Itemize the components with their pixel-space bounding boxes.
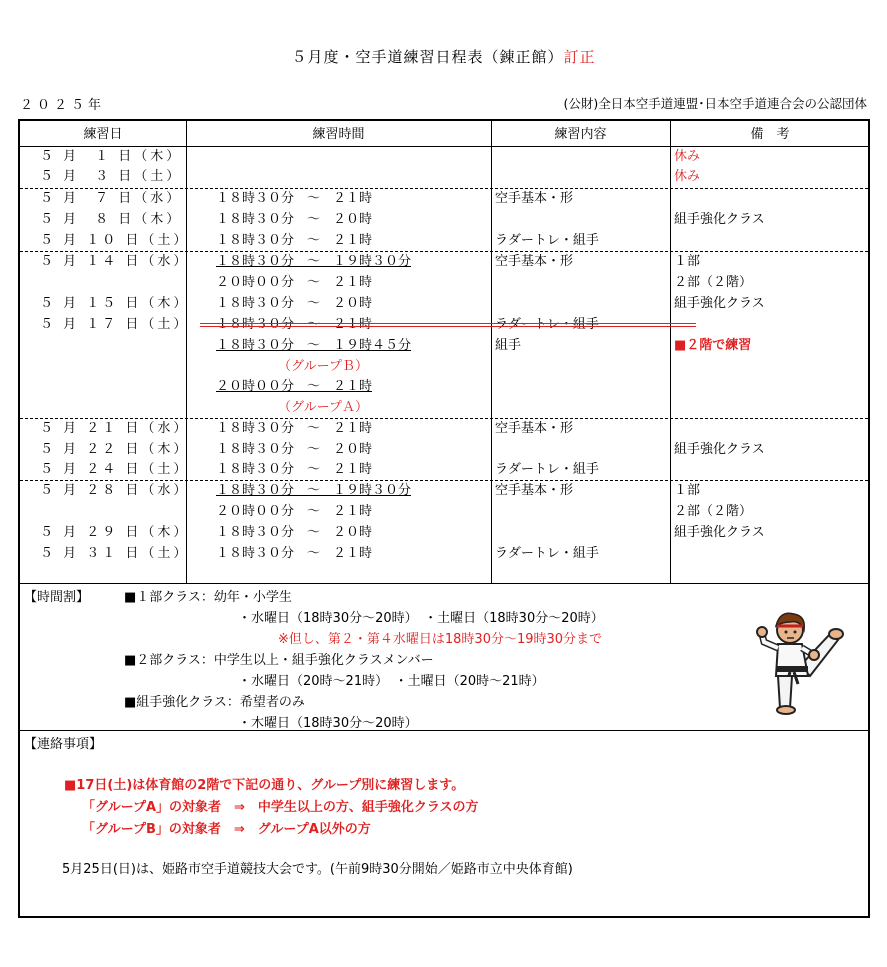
row-note: １部: [674, 254, 701, 269]
row-note: 組手強化クラス: [674, 525, 765, 540]
row-time: １８時３０分 ～ ２０時: [216, 212, 373, 227]
row-content: ラダートレ・組手: [495, 233, 599, 248]
row-time: ２０時００分 ～ ２１時: [216, 379, 373, 394]
title-text: ５月度・空手道練習日程表（錬正館）: [291, 48, 564, 66]
schedule-line: ・木曜日（18時30分～20時）: [238, 716, 418, 731]
row-time: １８時３０分 ～ １９時４５分: [216, 338, 412, 353]
row-content: ラダートレ・組手: [495, 462, 599, 477]
row-date: ５ 月 ２２ 日（木）: [40, 442, 190, 457]
schedule-line: ※但し、第２・第４水曜日は18時30分～19時30分まで: [278, 632, 603, 647]
schedule-line: ・水曜日（18時30分～20時） ・土曜日（18時30分～20時）: [238, 611, 604, 626]
row-time: １８時３０分 ～ ２１時: [216, 233, 373, 248]
row-note: 休み: [674, 149, 701, 164]
row-time: １８時３０分 ～ １９時３０分: [216, 254, 412, 269]
row-time: １８時３０分 ～ ２１時: [216, 462, 373, 477]
row-date: ５ 月 ２８ 日（水）: [40, 483, 190, 498]
schedule-line: ■２部クラス：中学生以上・組手強化クラスメンバー: [124, 653, 434, 668]
row-date: ５ 月 ７ 日（水）: [40, 191, 183, 206]
header-date: 練習日: [83, 127, 123, 142]
row-time: １８時３０分 ～ １９時３０分: [216, 483, 412, 498]
row-date: ５ 月 １５ 日（木）: [40, 296, 190, 311]
row-date: ５ 月 ３１ 日（土）: [40, 546, 190, 561]
row-note: １部: [674, 483, 701, 498]
schedule-line: ■１部クラス：幼年・小学生: [124, 590, 292, 605]
row-content: 空手基本・形: [495, 421, 574, 436]
organization-label: (公財)全日本空手道連盟･日本空手道連合会の公認団体: [563, 96, 867, 111]
row-time: ２０時００分 ～ ２１時: [216, 504, 373, 519]
notice-red-line: 「グループA」の対象者 ⇒ 中学生以上の方、組手強化クラスの方: [82, 800, 479, 815]
page-title: [0, 46, 887, 67]
row-time: １８時３０分 ～ ２０時: [216, 296, 373, 311]
row-date: ５ 月 １０ 日（土）: [40, 233, 190, 248]
row-note: 組手強化クラス: [674, 442, 765, 457]
header-content: 練習内容: [554, 127, 607, 142]
header-time: 練習時間: [312, 127, 365, 142]
row-date: ５ 月 ２９ 日（木）: [40, 525, 190, 540]
row-time: １８時３０分 ～ ２０時: [216, 442, 373, 457]
schedule-line: ・水曜日（20時～21時） ・土曜日（20時～21時）: [238, 674, 545, 689]
schedule-line: ■組手強化クラス：希望者のみ: [124, 695, 305, 710]
row-content: 空手基本・形: [495, 254, 574, 269]
notice-line: 5月25日(日)は、姫路市空手道競技大会です。(午前9時30分開始／姫路市立中央体育館): [62, 862, 573, 877]
row-note: ２部（２階）: [674, 275, 753, 290]
row-content: 組手: [495, 338, 522, 353]
row-date: ５ 月 ２４ 日（土）: [40, 462, 190, 477]
table-bottom: [20, 583, 868, 584]
schedule-label: 【時間割】: [24, 590, 90, 605]
row-date: ５ 月 １ 日（木）: [40, 149, 183, 164]
row-time: ２０時００分 ～ ２１時: [216, 275, 373, 290]
row-note: ２部（２階）: [674, 504, 753, 519]
row-content: ラダートレ・組手: [495, 546, 599, 561]
row-note: ■２階で練習: [674, 338, 752, 353]
row-note: 組手強化クラス: [674, 296, 765, 311]
row-time: １８時３０分 ～ ２１時: [216, 421, 373, 436]
row-date: ５ 月 ８ 日（木）: [40, 212, 183, 227]
row-content: 空手基本・形: [495, 191, 574, 206]
row-time: １８時３０分 ～ ２１時: [216, 191, 373, 206]
group-label: （グループＡ）: [278, 400, 368, 415]
row-content: 空手基本・形: [495, 483, 574, 498]
schedule-bottom: [20, 730, 868, 731]
row-date: ５ 月 ３ 日（土）: [40, 169, 183, 184]
row-time: １８時３０分 ～ ２０時: [216, 525, 373, 540]
row-note: 組手強化クラス: [674, 212, 765, 227]
row-note: 休み: [674, 169, 701, 184]
row-time-cancelled: １８時３０分 ～ ２１時: [216, 317, 373, 332]
col-divider: [491, 121, 492, 583]
header-note: 備 考: [750, 127, 790, 142]
notices-label: 【連絡事項】: [24, 737, 103, 752]
row-date: ５ 月 １４ 日（水）: [40, 254, 190, 269]
cancel-strike-line: [200, 326, 696, 327]
title-correction: 訂正: [563, 48, 596, 66]
row-date: ５ 月 ２１ 日（水）: [40, 421, 190, 436]
year-label: ２０２５年: [20, 98, 106, 113]
row-content-cancelled: ラダートレ・組手: [495, 317, 599, 332]
row-time: １８時３０分 ～ ２１時: [216, 546, 373, 561]
row-date: ５ 月 １７ 日（土）: [40, 317, 190, 332]
schedule-sheet: [18, 119, 870, 918]
col-divider: [670, 121, 671, 583]
cancel-strike-line: [200, 323, 696, 324]
notice-red-line: 「グループB」の対象者 ⇒ グループA以外の方: [82, 822, 371, 837]
col-divider: [186, 121, 187, 583]
notice-red-line: ■17日(土)は体育館の2階で下記の通り、グループ別に練習します。: [64, 778, 465, 793]
karate-kid-illustration: [750, 604, 846, 716]
group-label: （グループＢ）: [278, 359, 368, 374]
